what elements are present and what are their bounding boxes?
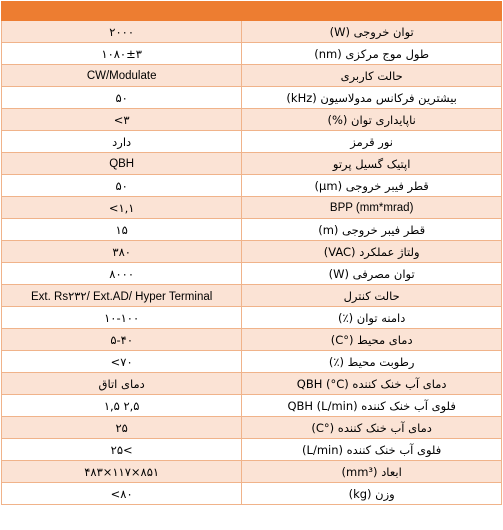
table-row (2, 439, 502, 461)
table-row (2, 87, 502, 109)
table-row (2, 285, 502, 307)
table-row (2, 131, 502, 153)
table-row (2, 461, 502, 483)
spec-value-cell: ۲۵ (2, 417, 242, 439)
spec-parameter-cell: توان مصرفی (W) (242, 263, 502, 285)
table-row (2, 219, 502, 241)
spec-value-cell: ۵-۴۰ (2, 329, 242, 351)
spec-parameter-cell: دامنه توان (٪) (242, 307, 502, 329)
table-row (2, 175, 502, 197)
spec-value-cell: Ext. Rs۲۳۲/ Ext.AD/ Hyper Terminal (2, 285, 242, 307)
spec-parameter-cell: ولتاژ عملکرد (VAC) (242, 241, 502, 263)
table-header-row (2, 2, 502, 21)
spec-value-cell: ۵۰ (2, 175, 242, 197)
table-row (2, 483, 502, 505)
spec-value-cell: CW/Modulate (2, 65, 242, 87)
table-row (2, 109, 502, 131)
table-row (2, 65, 502, 87)
table-row (2, 241, 502, 263)
spec-value-cell: <۷۰ (2, 351, 242, 373)
table-row (2, 153, 502, 175)
spec-value-cell: ۱۵ (2, 219, 242, 241)
table-row (2, 395, 502, 417)
table-row (2, 197, 502, 219)
spec-parameter-cell: ناپایداری توان (%) (242, 109, 502, 131)
spec-parameter-cell: بیشترین فرکانس مدولاسیون (kHz) (242, 87, 502, 109)
table-row (2, 373, 502, 395)
spec-value-cell: دارد (2, 131, 242, 153)
table-row (2, 263, 502, 285)
spec-parameter-cell: فلوی آب خنک کننده QBH (L/min) (242, 395, 502, 417)
spec-value-cell: <۸۰ (2, 483, 242, 505)
spec-value-cell: دمای اتاق (2, 373, 242, 395)
spec-parameter-cell: قطر فیبر خروجی (m) (242, 219, 502, 241)
spec-value-cell: ۳۸۰ (2, 241, 242, 263)
spec-parameter-cell: حالت کنترل (242, 285, 502, 307)
table-row (2, 351, 502, 373)
spec-value-cell: ۱,۵ ۲,۵ (2, 395, 242, 417)
spec-value-cell: ۴۸۳×۱۱۷×۸۵۱ (2, 461, 242, 483)
table-row (2, 43, 502, 65)
spec-value-cell: <۱,۱ (2, 197, 242, 219)
spec-parameter-cell: BPP (mm*mrad) (242, 197, 502, 219)
specifications-table-body (2, 2, 502, 505)
parameter-column-header (242, 2, 502, 21)
spec-parameter-cell: دمای آب خنک کننده QBH (°C) (242, 373, 502, 395)
spec-value-cell: ۵۰ (2, 87, 242, 109)
spec-value-cell: ۸۰۰۰ (2, 263, 242, 285)
spec-parameter-cell: وزن (kg) (242, 483, 502, 505)
spec-parameter-cell: دمای محیط (°C) (242, 329, 502, 351)
spec-value-cell: QBH (2, 153, 242, 175)
spec-parameter-cell: حالت کاربری (242, 65, 502, 87)
spec-value-cell: <۳ (2, 109, 242, 131)
spec-parameter-cell: فلوی آب خنک کننده (L/min) (242, 439, 502, 461)
spec-value-cell: ۲۰۰۰ (2, 21, 242, 43)
spec-parameter-cell: اپتیک گسیل پرتو (242, 153, 502, 175)
spec-parameter-cell: توان خروجی (W) (242, 21, 502, 43)
spec-parameter-cell: ابعاد (mm³) (242, 461, 502, 483)
spec-value-cell: ۱۰-۱۰۰ (2, 307, 242, 329)
value-column-header (2, 2, 242, 21)
table-row (2, 21, 502, 43)
table-row (2, 417, 502, 439)
spec-parameter-cell: رطوبت محیط (٪) (242, 351, 502, 373)
specifications-table (1, 1, 502, 505)
table-row (2, 329, 502, 351)
spec-parameter-cell: قطر فیبر خروجی (µm) (242, 175, 502, 197)
spec-value-cell: ۱۰۸۰±۳ (2, 43, 242, 65)
spec-parameter-cell: نور قرمز (242, 131, 502, 153)
spec-parameter-cell: دمای آب خنک کننده (°C) (242, 417, 502, 439)
table-row (2, 307, 502, 329)
spec-value-cell: ۲۵< (2, 439, 242, 461)
spec-parameter-cell: طول موج مرکزی (nm) (242, 43, 502, 65)
